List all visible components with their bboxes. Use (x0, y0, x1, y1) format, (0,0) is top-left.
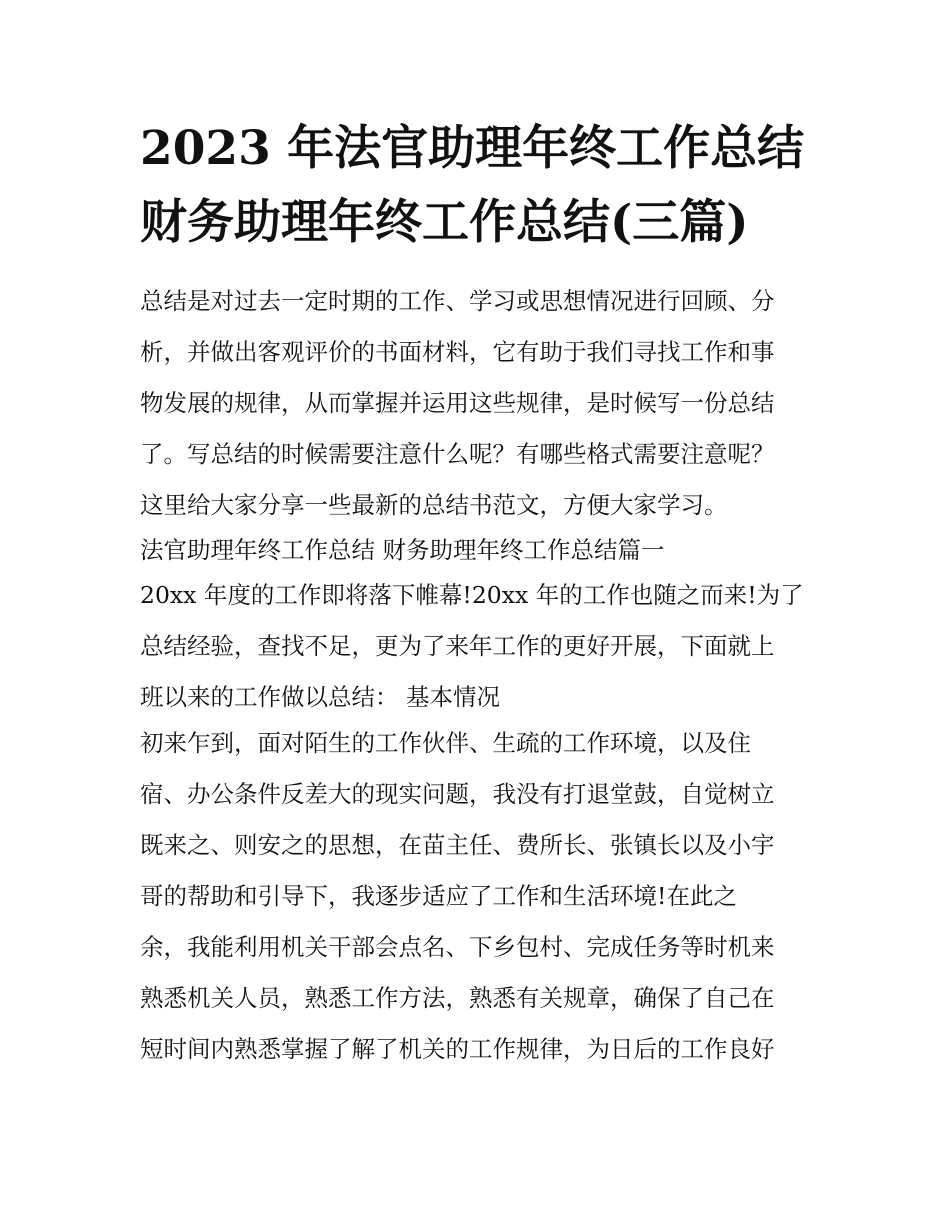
body-line-9: 班以来的工作做以总结： 基本情况 (140, 683, 500, 711)
body-line-8: 总结经验，查找不足，更为了来年工作的更好开展，下面就上 (140, 632, 775, 660)
body-line-15: 熟悉机关人员，熟悉工作方法，熟悉有关规章，确保了自己在 (140, 984, 775, 1012)
document-body (140, 283, 820, 1082)
body-line-3: 物发展的规律，从而掌握并运用这些规律，是时候写一份总结 (140, 389, 775, 417)
body-line-16: 短时间内熟悉掌握了解了机关的工作规律，为日后的工作良好 (140, 1035, 775, 1063)
body-line-1: 总结是对过去一定时期的工作、学习或思想情况进行回顾、分 (140, 287, 775, 315)
body-line-14: 余，我能利用机关干部会点名、下乡包村、完成任务等时机来 (140, 933, 775, 961)
body-line-7: 20xx 年度的工作即将落下帷幕!20xx 年的工作也随之而来!为了 (140, 581, 804, 609)
body-line-5: 这里给大家分享一些最新的总结书范文，方便大家学习。 (140, 491, 728, 519)
body-line-13: 哥的帮助和引导下，我逐步适应了工作和生活环境!在此之 (140, 882, 737, 910)
body-line-11: 宿、办公条件反差大的现实问题，我没有打退堂鼓，自觉树立 (140, 780, 775, 808)
body-line-2: 析，并做出客观评价的书面材料，它有助于我们寻找工作和事 (140, 338, 775, 366)
document-title (140, 112, 820, 260)
body-line-4: 了。写总结的时候需要注意什么呢？有哪些格式需要注意呢？ (140, 440, 775, 468)
title-line-1: 2023 年法官助理年终工作总结 (140, 121, 805, 176)
title-line-2: 财务助理年终工作总结(三篇) (140, 195, 749, 250)
body-line-12: 既来之、则安之的思想，在苗主任、费所长、张镇长以及小宇 (140, 831, 775, 859)
body-line-10: 初来乍到，面对陌生的工作伙伴、生疏的工作环境，以及住 (140, 729, 751, 757)
section-heading: 法官助理年终工作总结 财务助理年终工作总结篇一 (140, 536, 665, 564)
